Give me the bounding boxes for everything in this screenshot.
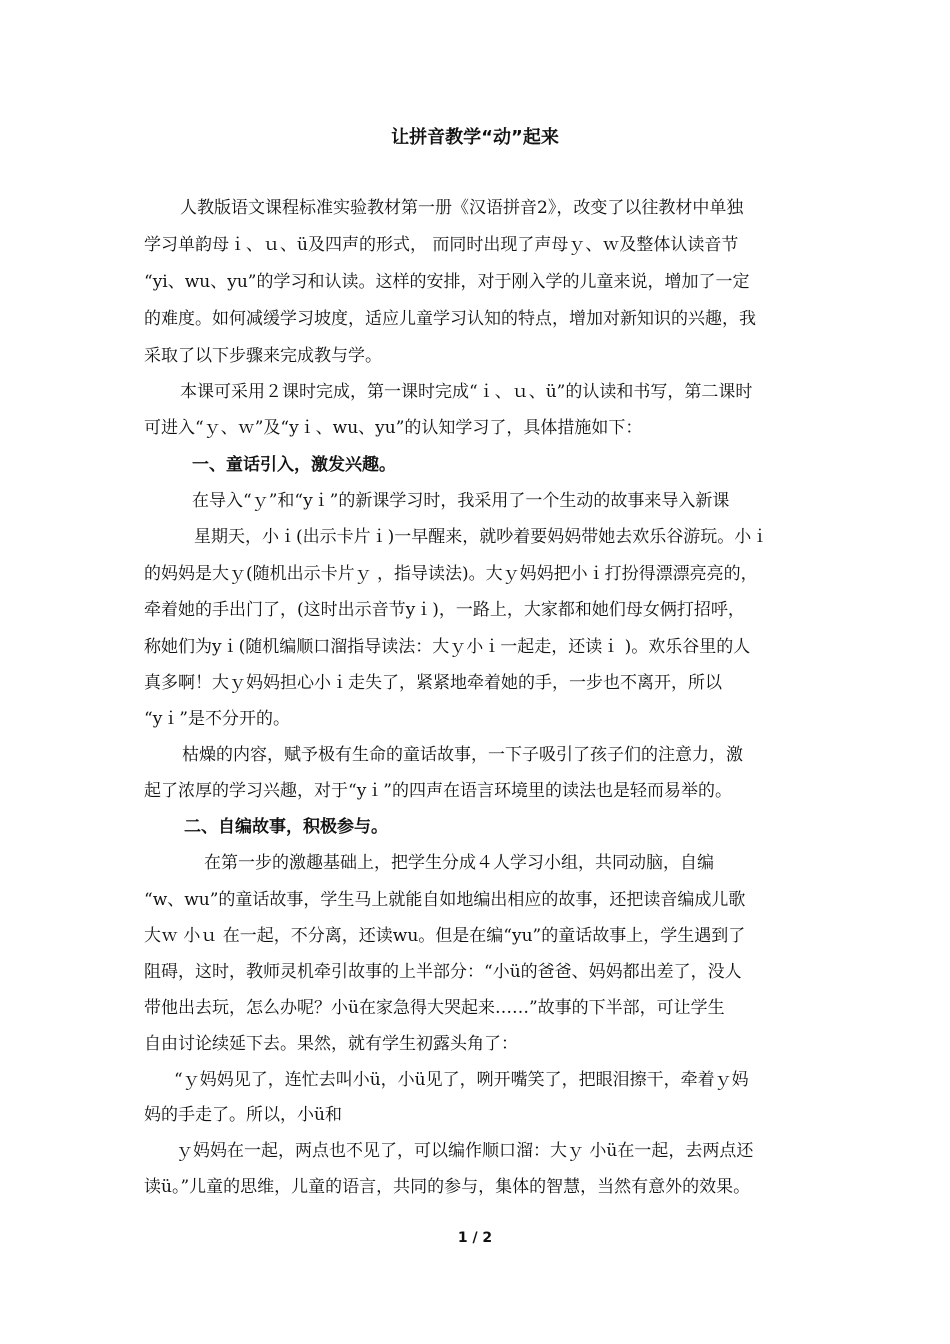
paragraph-line: 采取了以下步骤来完成教与学。: [144, 346, 382, 366]
paragraph-line: “yｉ”是不分开的。: [144, 709, 290, 729]
paragraph-line: 牵着她的手出门了，(这时出示音节yｉ)，一路上，大家都和她们母女俩打招呼，: [144, 600, 745, 620]
paragraph-line: 在导入“ｙ”和“yｉ”的新课学习时，我采用了一个生动的故事来导入新课: [192, 491, 730, 511]
paragraph-line: 真多啊！大ｙ妈妈担心小ｉ走失了，紧紧地牵着她的手，一步也不离开，所以: [144, 673, 722, 693]
paragraph-line: 本课可采用２课时完成，第一课时完成“ｉ、ｕ、ü”的认读和书写，第二课时: [180, 382, 753, 402]
paragraph-line: 的难度。如何减缓学习坡度，适应儿童学习认知的特点，增加对新知识的兴趣，我: [144, 309, 756, 329]
section-heading: 一、童话引入，激发兴趣。: [192, 455, 396, 475]
paragraph-line: “w、wu”的童话故事，学生马上就能自如地编出相应的故事，还把读音编成儿歌: [144, 890, 746, 910]
paragraph-line: 人教版语文课程标准实验教材第一册《汉语拼音2》，改变了以往教材中单独: [180, 198, 744, 218]
paragraph-line: 枯燥的内容，赋予极有生命的童话故事，一下子吸引了孩子们的注意力，激: [182, 745, 743, 765]
paragraph-line: 可进入“ｙ、ｗ”及“yｉ、wu、yu”的认知学习了，具体措施如下：: [144, 418, 643, 438]
page-number: 1 / 2: [457, 1230, 493, 1246]
section-heading: 二、自编故事，积极参与。: [184, 817, 388, 837]
paragraph-line: 大ｗ 小ｕ 在一起，不分离，还读wu。但是在编“yu”的童话故事上，学生遇到了: [144, 926, 746, 946]
paragraph-line: 读ü。”儿童的思维，儿童的语言，共同的参与，集体的智慧，当然有意外的效果。: [144, 1177, 751, 1197]
paragraph-line: 妈的手走了。所以，小ü和: [144, 1105, 342, 1125]
paragraph-line: 称她们为yｉ(随机编顺口溜指导读法：大ｙ小ｉ一起走，还读ｉ )。欢乐谷里的人: [144, 637, 751, 657]
paragraph-line: 带他出去玩，怎么办呢？小ü在家急得大哭起来……”故事的下半部，可让学生: [144, 998, 725, 1018]
paragraph-line: 自由讨论续延下去。果然，就有学生初露头角了：: [144, 1034, 518, 1054]
document-title: 让拼音教学“动”起来: [391, 127, 559, 148]
paragraph-line: “ｙ妈妈见了，连忙去叫小ü，小ü见了，咧开嘴笑了，把眼泪擦干，牵着ｙ妈: [174, 1070, 749, 1090]
paragraph-line: ｙ妈妈在一起，两点也不见了，可以编作顺口溜：大ｙ 小ü在一起，去两点还: [176, 1141, 754, 1161]
paragraph-line: 阻碍，这时，教师灵机牵引故事的上半部分：“小ü的爸爸、妈妈都出差了，没人: [144, 962, 742, 982]
paragraph-line: 在第一步的激趣基础上，把学生分成４人学习小组，共同动脑，自编: [204, 853, 714, 873]
paragraph-line: 学习单韵母ｉ、ｕ、ü及四声的形式， 而同时出现了声母ｙ、ｗ及整体认读音节: [144, 235, 739, 255]
paragraph-line: 的妈妈是大ｙ(随机出示卡片ｙ ，指导读法)。大ｙ妈妈把小ｉ打扮得漂漂亮亮的，: [144, 564, 758, 584]
paragraph-line: “yi、wu、yu”的学习和认读。这样的安排，对于刚入学的儿童来说，增加了一定: [144, 272, 750, 292]
paragraph-line: 星期天，小ｉ(出示卡片ｉ)一早醒来，就吵着要妈妈带她去欢乐谷游玩。小ｉ: [194, 527, 769, 547]
paragraph-line: 起了浓厚的学习兴趣，对于“yｉ”的四声在语言环境里的读法也是轻而易举的。: [144, 781, 732, 801]
